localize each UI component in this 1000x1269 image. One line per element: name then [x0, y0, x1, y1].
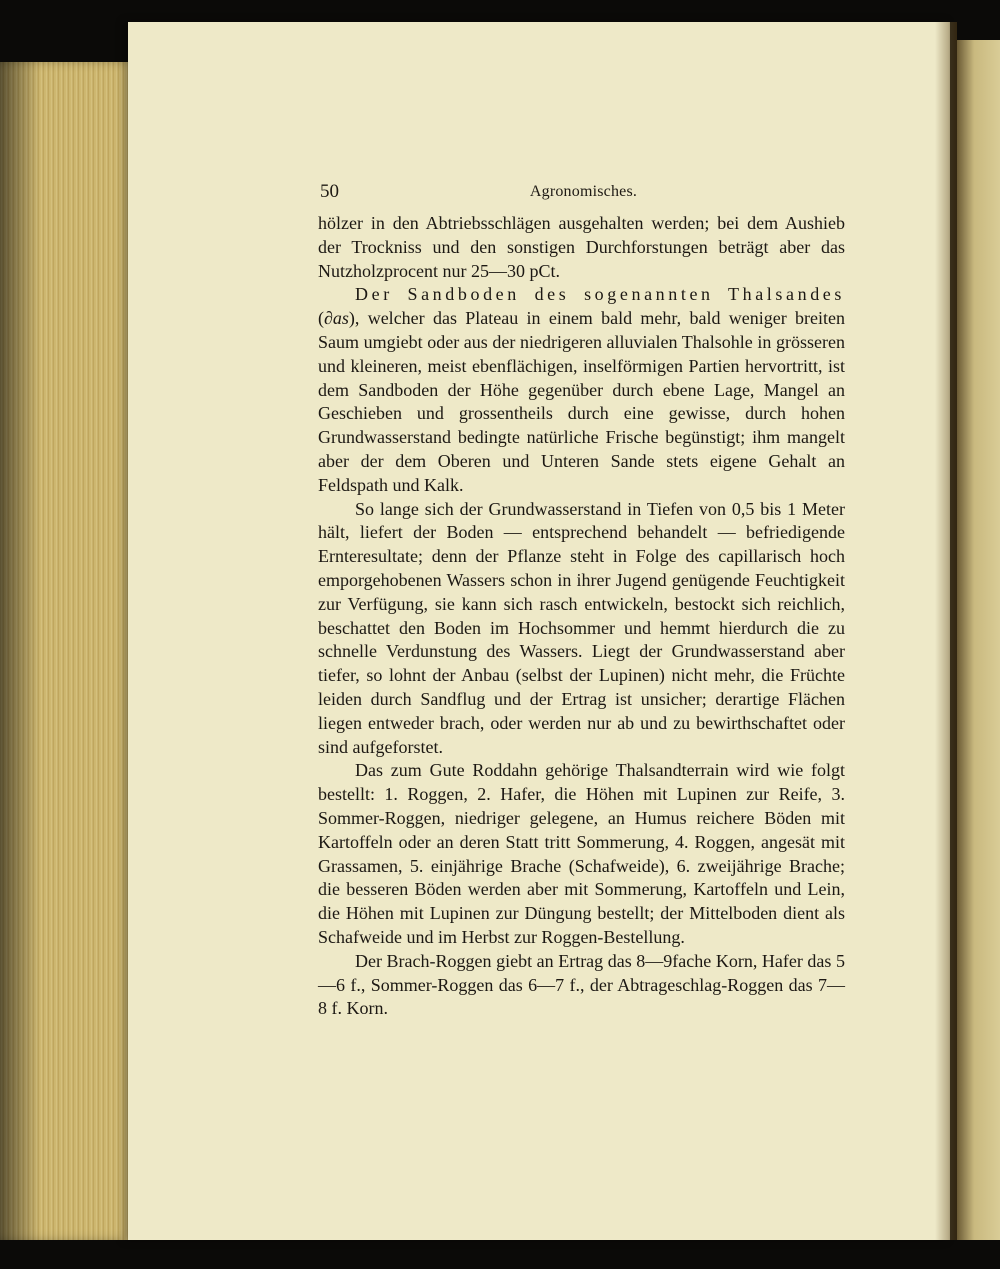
facing-page-edge — [957, 40, 1000, 1240]
paragraph-4: Das zum Gute Roddahn gehörige Thalsandterrain wird wie folgt bestellt: 1. Roggen, 2. Hafer, die Höhen mit Lupinen zur Reife, 3. Sommer-Roggen, niedriger gelegene, an Humus reichere Böden mit Kartoffeln oder an deren Statt tritt Sommerung, 4. Roggen, angesät mit Grassamen, 5. einjährige Brache (Schafweide), 6. zweijährige Brache; die besseren Böden werden aber mit Sommerung, Kartoffeln und Lein, die Höhen mit Lupinen zur Düngung bestellt; der Mittelboden dient als Schafweide und im Herbst zur Roggen-Bestellung. — [318, 760, 845, 947]
page-gutter — [935, 22, 957, 1240]
paragraph-1: hölzer in den Abtriebsschlägen ausgehalten werden; bei dem Aushieb der Trockniss und den sonstigen Durchforstungen beträgt aber das Nutzholzprocent nur 25—30 pCt. — [318, 213, 845, 281]
page-header — [320, 181, 847, 205]
body-text — [318, 212, 845, 1021]
paragraph-2 — [318, 283, 845, 497]
paragraph-2-open: ( — [318, 308, 324, 329]
paragraph-3: So lange sich der Grundwasserstand in Tiefen von 0,5 bis 1 Meter hält, liefert der Boden — entsprechend behandelt — befriedigende Ernteresultate; denn der Pflanze steht in Folge des capillarisch hoch emporgehobenen Wassers schon in ihrer Jugend genügende Feuchtigkeit zur Verfügung, sie kann sich rasch entwickeln, bestockt sich reichlich, beschattet den Boden im Hochsommer und hemmt hierdurch die zu schnelle Verdunstung des Wassers. Liegt der Grundwasserstand aber tiefer, so lohnt der Anbau (selbst der Lupinen) nicht mehr, die Früchte leiden durch Sandflug und der Ertrag ist unsicher; derartige Flächen liegen entweder brach, oder werden nur ab und zu bewirthschaftet oder sind aufgeforstet. — [318, 498, 845, 757]
paragraph-2-text: ), welcher das Plateau in einem bald mehr, bald weniger breiten Saum umgiebt oder aus der niedrigeren alluvialen Thalsohle in grösseren und kleineren, meist ebenflächigen, inselförmigen Partien hervortritt, ist dem Sandboden der Höhe gegenüber durch ebene Lage, Mangel an Geschieben und grossentheils durch eine gewisse, durch hohen Grundwasserstand bedingte natürliche Frische begünstigt; ihm mangelt aber der dem Oberen und Unteren Sande stets eigene Gehalt an Feldspath und Kalk. — [318, 308, 845, 495]
book-edge-shadow — [0, 62, 40, 1240]
running-head: Agronomisches. — [529, 183, 638, 200]
paragraph-5: Der Brach-Roggen giebt an Ertrag das 8—9fache Korn, Hafer das 5—6 f., Sommer-Roggen das 6—7 f., der Abtrageschlag-Roggen das 7—8 f. Korn. — [318, 950, 845, 1019]
geologic-symbol: ∂as — [324, 308, 349, 329]
page-number: 50 — [320, 181, 339, 202]
spaced-heading-term: Der Sandboden des sogenannten Thalsandes — [355, 284, 845, 305]
